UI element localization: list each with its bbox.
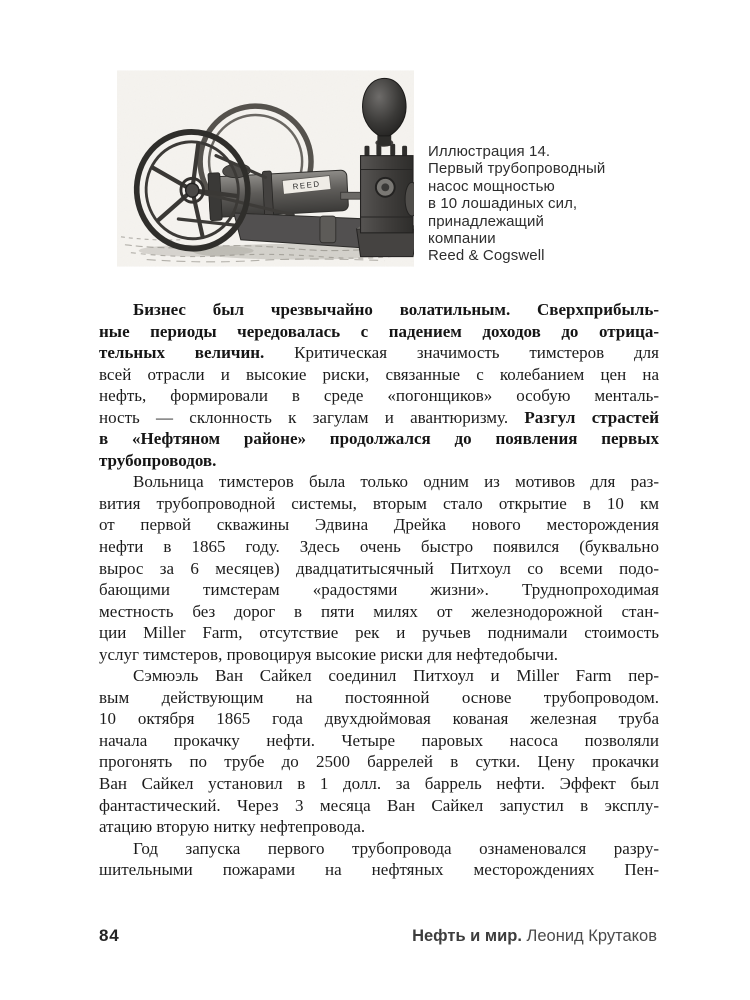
caption-line: принадлежащий — [428, 212, 544, 230]
text-line: в «Нефтяном районе» продолжался до появления первых — [99, 429, 659, 449]
text-line: Год запуска первого трубопровода ознаменовался разру- — [133, 838, 659, 858]
text-line: нефть, формировали в среде «погонщиков» особую менталь- — [99, 386, 659, 406]
text-line: от первой скважины Эдвина Дрейка нового месторождения — [99, 515, 659, 535]
text-line: нефти в 1865 году. Здесь очень быстро появился (буквально — [99, 537, 659, 557]
caption-line: компании — [428, 230, 496, 248]
text-line: местность без дорог в пяти милях от железнодорожной стан- — [99, 601, 659, 621]
text-line: шительными пожарами на нефтяных месторождениях Пен- — [99, 860, 659, 880]
text-line: бающими тимстерам «радостями жизни». Труднопроходимая — [99, 580, 659, 600]
pump-engraving-svg — [117, 70, 414, 267]
caption-line: в 10 лошадиных сил, — [428, 195, 578, 213]
text-line: вырос за 6 месяцев) двадцатитысячный Питхоул со всеми подо- — [99, 558, 659, 578]
plate-text: REED — [292, 179, 321, 192]
text-line: ции Miller Farm, отсутствие рек и ручьев поднимали стоимость — [99, 623, 659, 643]
running-title-author: Леонид Крутаков — [521, 927, 657, 945]
text-line: тельных величин. Критическая значимость тимстеров для — [99, 343, 659, 363]
text-line: 10 октября 1865 года двухдюймовая кованая железная труба — [99, 709, 659, 729]
body-text — [99, 299, 659, 881]
text-line: атацию вторую нитку нефтепровода. — [99, 817, 366, 837]
text-line: всей отрасли и высокие риски, связанные с колебанием цен на — [99, 364, 659, 384]
text-line: фантастический. Через 3 месяца Ван Сайкел запустил в эксплу- — [99, 795, 659, 815]
text-line: начала прокачку нефти. Четыре паровых насоса позволяли — [99, 730, 659, 750]
running-title-book: Нефть и мир. — [412, 927, 522, 945]
caption-line: Иллюстрация 14. — [428, 143, 551, 160]
caption-line: Reed & Cogswell — [428, 247, 545, 265]
text-line: Вольница тимстеров была только одним из мотивов для раз- — [133, 472, 659, 492]
pump-illustration — [117, 70, 414, 267]
caption-line: Первый трубопроводный — [428, 160, 606, 178]
caption-line: насос мощностью — [428, 177, 555, 195]
running-title — [412, 927, 657, 946]
text-line: услуг тимстеров, провоцируя высокие риски для нефтедобычи. — [99, 644, 559, 664]
text-line: Бизнес был чрезвычайно волатильным. Сверхприбыль- — [133, 300, 659, 319]
text-line: ные периоды чередовалась с падением доходов до отрица- — [99, 321, 659, 341]
foot-cylinder — [320, 216, 336, 243]
text-line: вития трубопроводной системы, вторым стало открытие в 10 км — [99, 493, 659, 513]
page-number: 84 — [99, 926, 120, 945]
text-line: ность — склонность к загулам и авантюризму. Разгул страстей — [99, 407, 659, 427]
page-footer — [99, 926, 657, 946]
text-line: вым действующим на постоянной основе трубопроводом. — [99, 687, 659, 707]
pump-block — [361, 144, 414, 233]
text-line: трубопроводов. — [99, 450, 217, 470]
text-line: Ван Сайкел установил в 1 долл. за баррель нефти. Эффект был — [99, 774, 659, 794]
text-line: Сэмюэль Ван Сайкел соединил Питхоул и Miller Farm пер- — [133, 666, 659, 686]
figure-caption — [428, 143, 668, 265]
text-line: прогонять по трубе до 2500 баррелей в сутки. Цену прокачки — [99, 752, 659, 772]
